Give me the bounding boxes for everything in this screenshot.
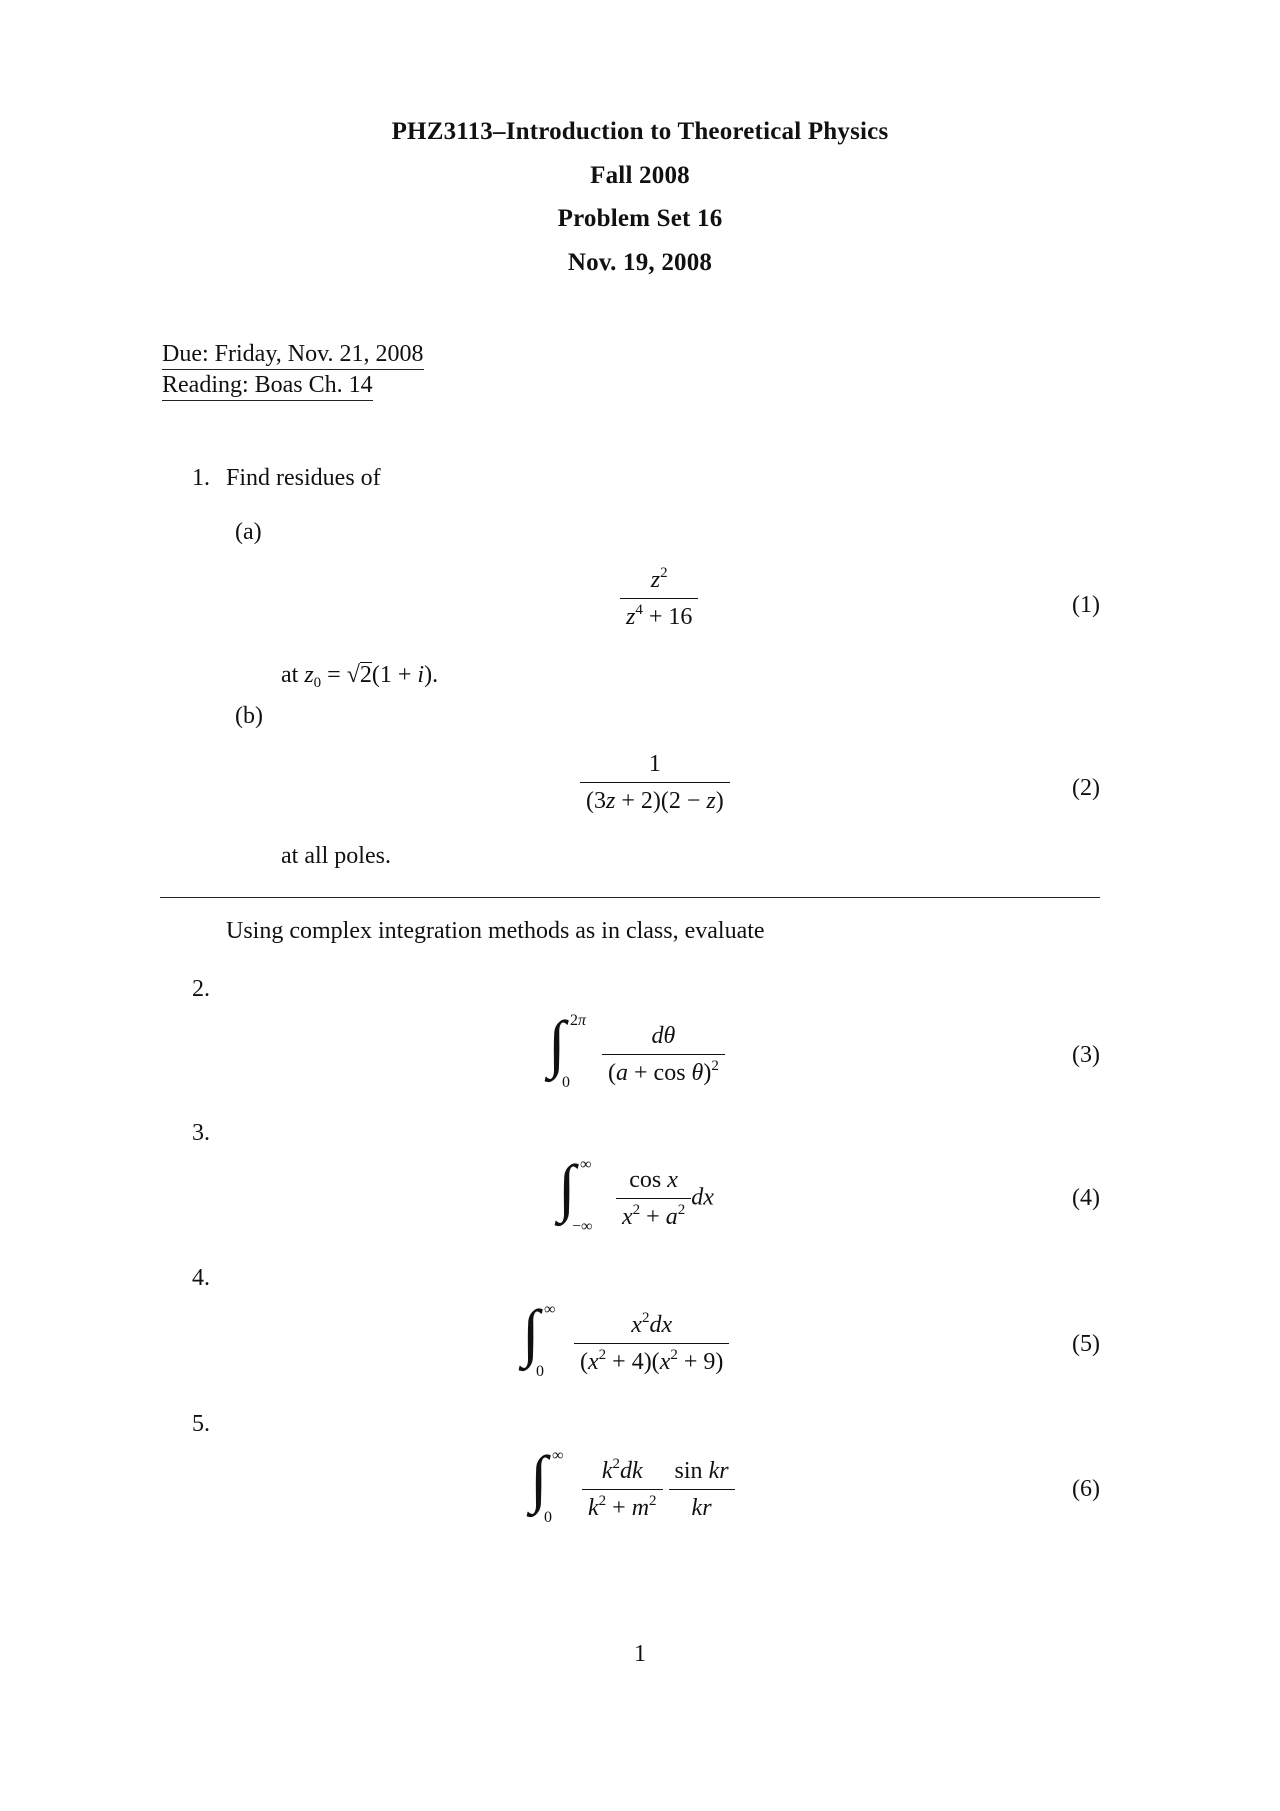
term: Fall 2008 — [590, 162, 690, 189]
equation-number-2: (2) — [1072, 775, 1100, 801]
equation-6 — [530, 1443, 735, 1529]
equation-2 — [580, 750, 730, 815]
equation-number-1: (1) — [1072, 592, 1100, 618]
equation-5 — [522, 1297, 729, 1383]
problem-3-number: 3. — [192, 1120, 210, 1146]
problem-4-number: 4. — [192, 1265, 210, 1291]
problem-set-title: Problem Set 16 — [557, 205, 723, 232]
integral-sign: ∫ ∞ 0 — [522, 1297, 556, 1380]
equation-number-6: (6) — [1072, 1476, 1100, 1502]
equation-number-3: (3) — [1072, 1042, 1100, 1068]
date: Nov. 19, 2008 — [567, 249, 713, 276]
problem-5-number: 5. — [192, 1411, 210, 1437]
fraction: $\frac{d\theta}{(a + \cos \theta)^2}$ — [602, 1022, 725, 1087]
integral-sign: ∫ ∞ 0 — [530, 1443, 564, 1526]
part-a-label: (a) — [235, 519, 262, 545]
problem-1-text: Find residues of — [226, 465, 381, 491]
point-condition: at $z_0 = √2(1 + i)$. — [281, 662, 439, 691]
fraction: $\frac{1}{(3z + 2)(2 - z)}$ — [580, 750, 730, 815]
section-intro: Using complex integration methods as in class, evaluate — [226, 918, 765, 944]
reading: Reading: Boas Ch. 14 — [162, 371, 373, 401]
section-divider — [160, 897, 1100, 898]
part-b-label: (b) — [235, 703, 263, 729]
fraction: $\frac{k^2dk}{k^2 + m^2}$ — [582, 1457, 663, 1522]
fraction: $\frac{x^2dx}{(x^2 + 4)(x^2 + 9)}$ — [574, 1311, 729, 1376]
fraction: $\frac{\text{cos x}}{x^2 + a^2}$ — [616, 1166, 691, 1231]
problem-2-number: 2. — [192, 976, 210, 1002]
equation-number-5: (5) — [1072, 1331, 1100, 1357]
part-b-text: at all poles. — [281, 843, 391, 869]
integral-sign: ∫ ∞ −∞ — [558, 1152, 593, 1235]
page-number: 1 — [634, 1641, 646, 1667]
fraction: $\frac{z^2}{z^4 + 16}$ — [620, 566, 698, 631]
fraction: $\frac{\text{sin kr}}{kr}$ — [669, 1457, 735, 1522]
integral-sign: ∫ 2π 0 — [548, 1008, 587, 1091]
equation-4: ∫ ∞ −∞ $\frac{\text{cos x}}{x^2 + a^2}$ dx — [558, 1158, 714, 1238]
equation-3 — [548, 1008, 725, 1094]
equation-number-4: (4) — [1072, 1185, 1100, 1211]
equation-1 — [620, 566, 698, 631]
course-title: PHZ3113–Introduction to Theoretical Physics — [391, 118, 889, 145]
problem-1-number: 1. — [192, 465, 210, 491]
due-date: Due: Friday, Nov. 21, 2008 — [162, 340, 424, 370]
